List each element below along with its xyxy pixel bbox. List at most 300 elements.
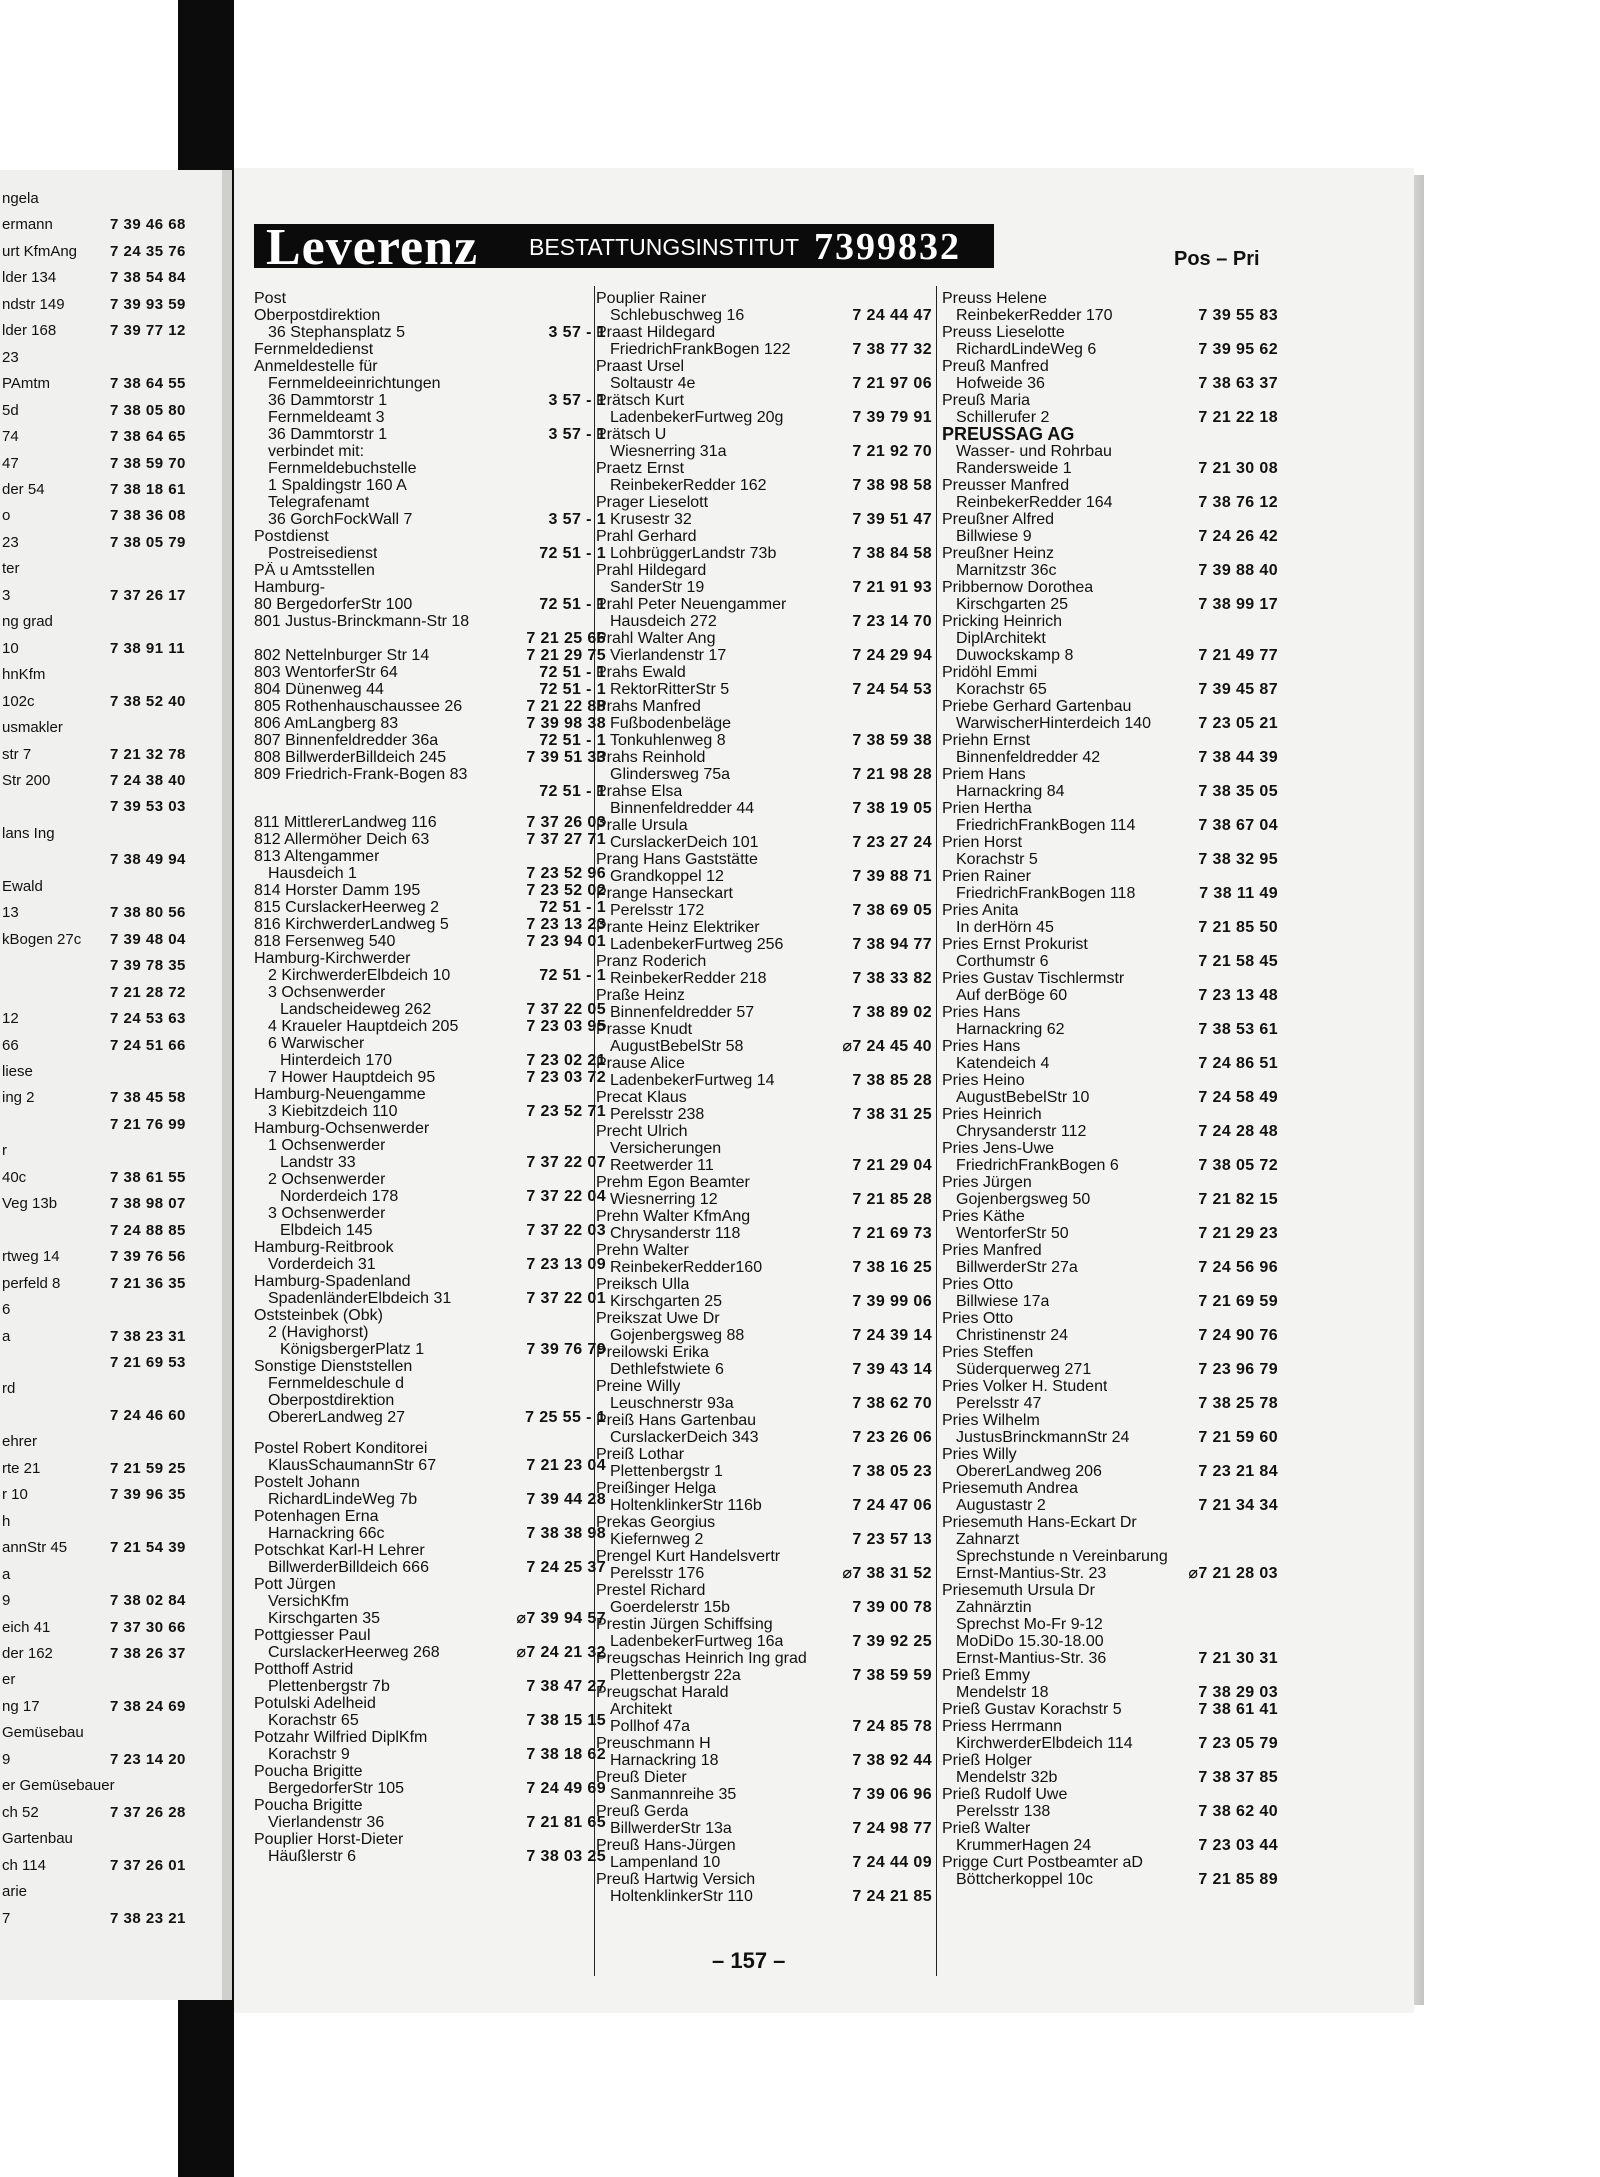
directory-line	[254, 1307, 606, 1324]
page-gutter	[222, 170, 232, 2000]
entry-text: ReinbekerRedder 218	[610, 970, 767, 987]
entry-text: 23	[2, 348, 19, 366]
directory-line	[596, 1667, 932, 1684]
directory-line	[254, 307, 606, 324]
entry-text: BillwerderBilldeich 666	[268, 1559, 429, 1576]
directory-line	[942, 290, 1278, 307]
entry-text: Wiesnerring 12	[610, 1191, 718, 1208]
phone-number: 7 38 26 37	[110, 1645, 186, 1662]
phone-number: 7 24 28 48	[1198, 1123, 1278, 1140]
directory-line	[942, 1514, 1278, 1531]
entry-text: HoltenklinkerStr 110	[610, 1888, 753, 1905]
entry-text: Landstr 33	[280, 1154, 356, 1171]
phone-number: 7 37 22 03	[526, 1222, 606, 1239]
directory-line	[596, 511, 932, 528]
phone-number: 7 38 59 38	[852, 732, 932, 749]
entry-text: JustusBrinckmannStr 24	[956, 1429, 1130, 1446]
entry-text: Gojenbergsweg 50	[956, 1191, 1091, 1208]
entry-text: HoltenklinkerStr 116b	[610, 1497, 762, 1514]
phone-number: 7 21 25 66	[526, 630, 606, 647]
entry-text: Prieß Emmy	[942, 1667, 1030, 1684]
entry-text: LadenbekerFurtweg 256	[610, 936, 784, 953]
phone-number: 7 24 54 53	[852, 681, 932, 698]
phone-number: 7 23 27 24	[852, 834, 932, 851]
phone-number: 7 38 91 11	[110, 639, 186, 657]
left-page-line	[0, 851, 222, 869]
entry-text: ndstr 149	[2, 295, 65, 313]
left-page-line	[0, 1857, 222, 1875]
entry-text: Chrysanderstr 118	[610, 1225, 741, 1242]
directory-line	[254, 613, 606, 630]
directory-line	[942, 1718, 1278, 1735]
directory-line	[596, 1429, 932, 1446]
phone-number: 7 39 88 40	[1198, 562, 1278, 579]
phone-number: 7 23 13 48	[1198, 987, 1278, 1004]
directory-line	[254, 1324, 606, 1341]
phone-number: 7 21 69 53	[110, 1354, 186, 1371]
directory-line	[942, 1820, 1278, 1837]
directory-line	[596, 1803, 932, 1820]
phone-number: 7 39 88 71	[852, 868, 932, 885]
entry-text: FriedrichFrankBogen 118	[956, 885, 1136, 902]
phone-number: 7 39 45 87	[1198, 681, 1278, 698]
directory-line	[942, 936, 1278, 953]
entry-text: 815 CurslackerHeerweg 2	[254, 899, 439, 916]
entry-text: ReinbekerRedder 170	[956, 307, 1113, 324]
directory-line	[596, 970, 932, 987]
entry-text: SpadenländerElbdeich 31	[268, 1290, 452, 1307]
entry-text: Pries Jürgen	[942, 1174, 1032, 1191]
entry-text: Sprechstunde n Vereinbarung	[956, 1548, 1168, 1565]
directory-line	[596, 1684, 932, 1701]
directory-line	[596, 936, 932, 953]
phone-number: 7 38 63 37	[1198, 375, 1278, 392]
entry-text: Korachstr 9	[268, 1746, 350, 1763]
directory-line	[942, 1667, 1278, 1684]
phone-number: 7 38 61 55	[110, 1168, 186, 1186]
left-page-line	[0, 719, 222, 737]
directory-line	[596, 1208, 932, 1225]
directory-line	[596, 1157, 932, 1174]
entry-text: Binnenfeldredder 44	[610, 800, 755, 817]
entry-text: PÄ u Amtsstellen	[254, 562, 375, 579]
entry-text: 13	[2, 904, 19, 922]
directory-line	[254, 528, 606, 545]
phone-number: 7 39 00 78	[852, 1599, 932, 1616]
phone-number: 7 21 82 15	[1198, 1191, 1278, 1208]
entry-text: Pries Hans	[942, 1004, 1021, 1021]
entry-text: Gartenbau	[2, 1830, 73, 1848]
entry-text: FriedrichFrankBogen 114	[956, 817, 1136, 834]
left-page-line	[0, 1539, 222, 1557]
phone-number: 7 24 47 06	[852, 1497, 932, 1514]
entry-text: kBogen 27c	[2, 930, 82, 948]
phone-number: 7 24 88 85	[110, 1221, 186, 1239]
directory-line	[596, 562, 932, 579]
entry-text: ObererLandweg 206	[956, 1463, 1102, 1480]
directory-line	[942, 1004, 1278, 1021]
phone-number: 7 38 23 31	[110, 1327, 186, 1345]
directory-line	[942, 1242, 1278, 1259]
directory-line	[942, 579, 1278, 596]
entry-text: Prante Heinz Elektriker	[596, 919, 760, 936]
phone-number: 7 38 80 56	[110, 904, 186, 922]
directory-line	[254, 1409, 606, 1426]
phone-number: 7 38 15 15	[526, 1712, 606, 1729]
directory-line	[942, 1021, 1278, 1038]
entry-text: Wiesnerring 31a	[610, 443, 727, 460]
phone-number: 7 21 34 34	[1198, 1497, 1278, 1514]
phone-number: 7 39 98 38	[526, 715, 606, 732]
entry-text: Auf derBöge 60	[956, 987, 1068, 1004]
entry-text: Post	[254, 290, 287, 307]
entry-text: Versicherungen	[610, 1140, 722, 1157]
left-page-line	[0, 428, 222, 446]
phone-number: 7 39 46 68	[110, 216, 186, 234]
phone-number: 7 25 55 - 1	[525, 1409, 606, 1426]
phone-number: 7 38 44 39	[1198, 749, 1278, 766]
directory-line	[254, 1154, 606, 1171]
entry-text: Precht Ulrich	[596, 1123, 688, 1140]
left-page-line	[0, 1777, 222, 1795]
phone-number: 7 24 44 09	[852, 1854, 932, 1871]
entry-text: urt KfmAng	[2, 242, 78, 260]
phone-number: 7 23 14 70	[852, 613, 932, 630]
phone-number: 3 57 - 1	[548, 426, 606, 443]
phone-number: ⌀7 24 45 40	[842, 1038, 932, 1055]
directory-line	[254, 749, 606, 766]
directory-line	[942, 885, 1278, 902]
entry-text: 811 MittlererLandweg 116	[254, 814, 437, 831]
directory-line	[254, 392, 606, 409]
directory-line	[942, 545, 1278, 562]
entry-text: 9	[2, 1750, 11, 1768]
directory-line	[254, 933, 606, 950]
entry-text: usmakler	[2, 719, 63, 737]
phone-number: 7 39 95 62	[1198, 341, 1278, 358]
directory-column-3	[942, 290, 1278, 1970]
left-page-line	[0, 666, 222, 684]
directory-line	[596, 409, 932, 426]
directory-line	[942, 1633, 1278, 1650]
entry-text: Hamburg-	[254, 579, 326, 596]
entry-text: 818 Fersenweg 540	[254, 933, 396, 950]
entry-text: Elbdeich 145	[280, 1222, 373, 1239]
phone-number: 7 39 92 25	[852, 1633, 932, 1650]
entry-text: Mendelstr 18	[956, 1684, 1049, 1701]
phone-number: 7 37 22 01	[526, 1290, 606, 1307]
directory-line	[254, 409, 606, 426]
directory-line	[596, 596, 932, 613]
entry-text: Corthumstr 6	[956, 953, 1049, 970]
directory-line	[942, 1174, 1278, 1191]
entry-text: Oberpostdirektion	[268, 1392, 395, 1409]
entry-text: VersichKfm	[268, 1593, 349, 1610]
entry-text: Str 200	[2, 772, 51, 789]
directory-line	[254, 984, 606, 1001]
phone-number: 7 23 57 13	[852, 1531, 932, 1548]
phone-number: 7 23 03 95	[526, 1018, 606, 1035]
directory-line	[254, 1831, 606, 1848]
phone-number: 7 21 49 77	[1198, 647, 1278, 664]
directory-line	[596, 1140, 932, 1157]
phone-number: ⌀7 24 21 32	[516, 1644, 606, 1661]
phone-number: 7 24 29 94	[852, 647, 932, 664]
phone-number: 7 38 98 07	[110, 1195, 186, 1213]
directory-line	[596, 1514, 932, 1531]
entry-text: Häußlerstr 6	[268, 1848, 357, 1865]
entry-text: LadenbekerFurtweg 20g	[610, 409, 784, 426]
entry-text: SanderStr 19	[610, 579, 705, 596]
directory-line	[596, 1242, 932, 1259]
left-page-line	[0, 1460, 222, 1478]
directory-line	[596, 715, 932, 732]
entry-text: 813 Altengammer	[254, 848, 380, 865]
phone-number: 7 37 27 71	[526, 831, 606, 848]
directory-line	[596, 817, 932, 834]
directory-line	[942, 477, 1278, 494]
directory-line	[596, 1055, 932, 1072]
phone-number: 7 24 25 37	[526, 1559, 606, 1576]
directory-line	[254, 1137, 606, 1154]
directory-line	[254, 1559, 606, 1576]
entry-text: 7 Hower Hauptdeich 95	[268, 1069, 436, 1086]
left-page-line	[0, 1089, 222, 1107]
entry-text: 7	[2, 1909, 11, 1927]
phone-number: 7 24 58 49	[1198, 1089, 1278, 1106]
entry-text: Pries Anita	[942, 902, 1019, 919]
directory-line	[254, 1695, 606, 1712]
entry-text: KönigsbergerPlatz 1	[280, 1341, 425, 1358]
directory-line	[942, 1446, 1278, 1463]
directory-line	[254, 1729, 606, 1746]
phone-number: 7 39 06 96	[852, 1786, 932, 1803]
phone-number: 7 23 13 09	[526, 1256, 606, 1273]
left-page-line	[0, 1619, 222, 1637]
phone-number: 7 38 05 80	[110, 401, 186, 419]
directory-line	[596, 392, 932, 409]
entry-text: Perelsstr 238	[610, 1106, 705, 1123]
phone-number: 7 21 97 06	[852, 375, 932, 392]
entry-text: Perelsstr 172	[610, 902, 705, 919]
entry-text: Potenhagen Erna	[254, 1508, 379, 1525]
entry-text: Hinterdeich 170	[280, 1052, 393, 1069]
left-page-line	[0, 1195, 222, 1213]
entry-text: 812 Allermöher Deich 63	[254, 831, 430, 848]
entry-text: DiplArchitekt	[956, 630, 1046, 647]
entry-text: Preuß Hans-Jürgen	[596, 1837, 736, 1854]
entry-text: Praße Heinz	[596, 987, 685, 1004]
directory-line	[254, 732, 606, 749]
entry-text: Pralle Ursula	[596, 817, 688, 834]
entry-text: 1 Spaldingstr 160 A	[268, 477, 407, 494]
entry-text: Christinenstr 24	[956, 1327, 1069, 1344]
phone-number: 7 23 94 01	[526, 933, 606, 950]
directory-line	[254, 1797, 606, 1814]
phone-number: 7 23 05 79	[1198, 1735, 1278, 1752]
directory-line	[596, 375, 932, 392]
entry-text: ReinbekerRedder 164	[956, 494, 1113, 511]
directory-line	[596, 681, 932, 698]
entry-text: WentorferStr 50	[956, 1225, 1069, 1242]
left-page-line	[0, 1751, 222, 1769]
directory-line	[254, 1474, 606, 1491]
directory-line	[942, 817, 1278, 834]
phone-number: 7 39 51 33	[526, 749, 606, 766]
directory-line	[942, 1395, 1278, 1412]
entry-text: Potulski Adelheid	[254, 1695, 376, 1712]
left-page-line	[0, 243, 222, 261]
entry-text: Fußbodenbeläge	[610, 715, 731, 732]
entry-text: PREUSSAG AG	[942, 426, 1075, 443]
entry-text: Prange Hanseckart	[596, 885, 733, 902]
left-page-line	[0, 481, 222, 499]
left-page-line	[0, 1830, 222, 1848]
directory-line	[942, 715, 1278, 732]
left-page-line	[0, 1724, 222, 1742]
directory-line	[942, 1582, 1278, 1599]
left-page-line	[0, 216, 222, 234]
entry-text: 40c	[2, 1168, 27, 1186]
entry-text: Schlebuschweg 16	[610, 307, 745, 324]
directory-line	[942, 1123, 1278, 1140]
left-page-line	[0, 1883, 222, 1901]
directory-line	[942, 1769, 1278, 1786]
entry-text: Prestin Jürgen Schiffsing	[596, 1616, 773, 1633]
directory-line	[596, 528, 932, 545]
phone-number: 7 21 59 25	[110, 1459, 186, 1477]
directory-line	[596, 1786, 932, 1803]
left-page-line	[0, 798, 222, 816]
entry-text: 3	[2, 586, 11, 604]
phone-number: 7 24 51 66	[110, 1036, 186, 1054]
directory-line	[596, 1089, 932, 1106]
entry-text: Prehm Egon Beamter	[596, 1174, 750, 1191]
phone-number: 7 23 21 84	[1198, 1463, 1278, 1480]
phone-number: 7 39 44 28	[526, 1491, 606, 1508]
entry-text: Korachstr 65	[956, 681, 1047, 698]
phone-number: 7 38 19 05	[852, 800, 932, 817]
directory-line	[254, 1069, 606, 1086]
directory-line	[596, 545, 932, 562]
directory-line	[596, 732, 932, 749]
entry-text: Postreisedienst	[268, 545, 378, 562]
directory-line	[254, 1222, 606, 1239]
phone-number: 7 24 44 47	[852, 307, 932, 324]
phone-number: 7 37 22 04	[526, 1188, 606, 1205]
entry-text: LadenbekerFurtweg 16a	[610, 1633, 784, 1650]
entry-text: Pries Ernst Prokurist	[942, 936, 1088, 953]
directory-line	[942, 953, 1278, 970]
directory-line	[596, 1582, 932, 1599]
phone-number: 7 38 29 03	[1198, 1684, 1278, 1701]
directory-line	[942, 1837, 1278, 1854]
phone-number: 7 39 51 47	[852, 511, 932, 528]
directory-line	[596, 1038, 932, 1055]
entry-text: KlausSchaumannStr 67	[268, 1457, 437, 1474]
entry-text: Fernmeldebuchstelle	[268, 460, 417, 477]
entry-text: Preine Willy	[596, 1378, 681, 1395]
directory-line	[254, 1814, 606, 1831]
directory-line	[596, 307, 932, 324]
entry-text: Sprechst Mo-Fr 9-12	[956, 1616, 1103, 1633]
entry-text: Ewald	[2, 877, 43, 895]
entry-text: Leuschnerstr 93a	[610, 1395, 734, 1412]
entry-text: Preuss Lieselotte	[942, 324, 1065, 341]
directory-line	[942, 1650, 1278, 1667]
entry-text: Praast Ursel	[596, 358, 685, 375]
entry-text: 802 Nettelnburger Str 14	[254, 647, 430, 664]
advertisement-banner	[254, 219, 994, 276]
directory-line	[942, 834, 1278, 851]
phone-number: 7 38 31 25	[852, 1106, 932, 1123]
entry-text: Duwockskamp 8	[956, 647, 1074, 664]
phone-number: 7 38 99 17	[1198, 596, 1278, 613]
directory-line	[596, 1123, 932, 1140]
phone-number: 7 21 85 28	[852, 1191, 932, 1208]
entry-text: Hofweide 36	[956, 375, 1045, 392]
directory-line	[254, 1542, 606, 1559]
phone-number: 7 21 23 04	[526, 1457, 606, 1474]
entry-text: Prasse Knudt	[596, 1021, 693, 1038]
directory-line	[254, 1171, 606, 1188]
entry-text: AugustBebelStr 58	[610, 1038, 744, 1055]
directory-line	[942, 1072, 1278, 1089]
entry-text: Pries Otto	[942, 1276, 1014, 1293]
entry-text: Priem Hans	[942, 766, 1026, 783]
phone-number: 7 21 29 04	[852, 1157, 932, 1174]
left-page-line	[0, 1433, 222, 1451]
left-page-line	[0, 1222, 222, 1240]
directory-line	[942, 613, 1278, 630]
phone-number: 7 38 53 61	[1198, 1021, 1278, 1038]
directory-line	[596, 1344, 932, 1361]
directory-line	[942, 664, 1278, 681]
entry-text: Fernmeldeschule d	[268, 1375, 405, 1392]
phone-number: 7 37 26 17	[110, 586, 186, 604]
entry-text: 1 Ochsenwerder	[268, 1137, 386, 1154]
left-page-line	[0, 402, 222, 420]
phone-number: 7 21 69 73	[852, 1225, 932, 1242]
entry-text: 3 Ochsenwerder	[268, 984, 386, 1001]
phone-number: 7 39 53 03	[110, 798, 186, 816]
directory-line	[596, 1480, 932, 1497]
directory-line	[942, 1361, 1278, 1378]
entry-text: Perelsstr 47	[956, 1395, 1042, 1412]
directory-line	[254, 647, 606, 664]
phone-number: 7 38 24 69	[110, 1697, 186, 1715]
entry-text: Prahs Reinhold	[596, 749, 706, 766]
directory-line	[942, 494, 1278, 511]
directory-line	[942, 681, 1278, 698]
phone-number: 7 21 54 39	[110, 1539, 186, 1557]
entry-text: Prang Hans Gaststätte	[596, 851, 758, 868]
entry-text: annStr 45	[2, 1539, 68, 1557]
entry-text: Preuss Helene	[942, 290, 1047, 307]
phone-number: 7 21 29 75	[526, 647, 606, 664]
entry-text: BillwerderStr 27a	[956, 1259, 1078, 1276]
phone-number: 7 24 56 96	[1198, 1259, 1278, 1276]
phone-number: 7 23 52 96	[526, 865, 606, 882]
entry-text: KirchwerderElbdeich 114	[956, 1735, 1133, 1752]
phone-number: 72 51 - 1	[539, 732, 606, 749]
directory-line	[596, 766, 932, 783]
phone-number: 7 37 26 28	[110, 1803, 186, 1821]
left-page-line	[0, 1671, 222, 1689]
phone-number: 7 23 96 79	[1198, 1361, 1278, 1378]
directory-line	[254, 1205, 606, 1222]
entry-text: Architekt	[610, 1701, 673, 1718]
